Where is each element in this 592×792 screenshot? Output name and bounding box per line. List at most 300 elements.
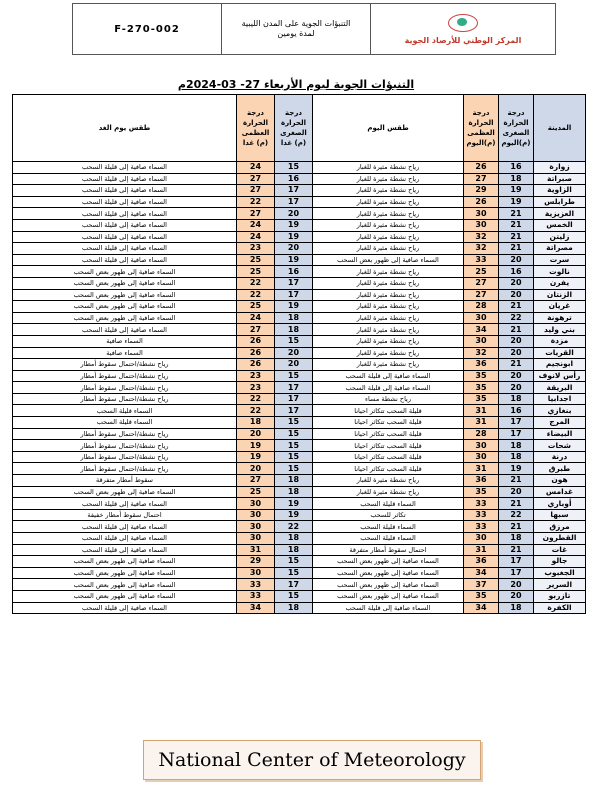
- city-cell: غدامس: [534, 486, 586, 498]
- table-row: [13, 312, 586, 324]
- city-cell: زوارة: [534, 162, 586, 174]
- weather-tomorrow-cell: السماء صافية: [13, 335, 237, 347]
- min-temp-tomorrow-cell: 15: [275, 162, 313, 174]
- min-temp-today-cell: 18: [499, 173, 534, 185]
- table-row: [13, 533, 586, 545]
- weather-tomorrow-cell: السماء صافية إلى قليلة السحب: [13, 254, 237, 266]
- min-temp-today-cell: 21: [499, 521, 534, 533]
- max-temp-tomorrow-cell: 26: [237, 359, 275, 371]
- weather-tomorrow-cell: السماء صافية إلى قليلة السحب: [13, 196, 237, 208]
- city-cell: درنة: [534, 451, 586, 463]
- city-cell: المرج: [534, 417, 586, 429]
- min-temp-tomorrow-cell: 18: [275, 602, 313, 614]
- min-temp-tomorrow-cell: 16: [275, 266, 313, 278]
- max-temp-tomorrow-cell: 24: [237, 231, 275, 243]
- city-cell: بني وليد: [534, 324, 586, 336]
- weather-today-cell: السماء صافية إلى ظهور بعض السحب: [313, 254, 464, 266]
- form-code: F-270-002: [73, 4, 222, 54]
- min-temp-tomorrow-cell: 15: [275, 556, 313, 568]
- city-cell: صبراتة: [534, 173, 586, 185]
- max-temp-today-cell: 27: [464, 277, 499, 289]
- max-temp-today-cell: 32: [464, 347, 499, 359]
- weather-tomorrow-cell: السماء صافية إلى قليلة السحب: [13, 602, 237, 614]
- weather-today-cell: احتمال سقوط أمطار متفرقة: [313, 544, 464, 556]
- city-cell: أوباري: [534, 498, 586, 510]
- min-temp-tomorrow-cell: 18: [275, 533, 313, 545]
- max-temp-today-cell: 33: [464, 521, 499, 533]
- col-header-min-today: درجة الحرارة الصغرى (م)اليوم: [499, 95, 534, 162]
- city-cell: طرابلس: [534, 196, 586, 208]
- max-temp-today-cell: 30: [464, 533, 499, 545]
- weather-tomorrow-cell: السماء صافية إلى ظهور بعض السحب: [13, 277, 237, 289]
- min-temp-tomorrow-cell: 15: [275, 335, 313, 347]
- max-temp-tomorrow-cell: 23: [237, 243, 275, 255]
- max-temp-today-cell: 31: [464, 417, 499, 429]
- table-row: [13, 173, 586, 185]
- table-row: [13, 359, 586, 371]
- city-cell: رأس لانوف: [534, 370, 586, 382]
- min-temp-tomorrow-cell: 17: [275, 405, 313, 417]
- max-temp-tomorrow-cell: 25: [237, 266, 275, 278]
- max-temp-today-cell: 27: [464, 173, 499, 185]
- city-cell: يفرن: [534, 277, 586, 289]
- city-cell: ترهونة: [534, 312, 586, 324]
- weather-tomorrow-cell: السماء قليلة السحب: [13, 405, 237, 417]
- weather-today-cell: رياح نشطة مثيرة للغبار: [313, 277, 464, 289]
- city-cell: الجغبوب: [534, 567, 586, 579]
- weather-tomorrow-cell: السماء صافية إلى ظهور بعض السحب: [13, 579, 237, 591]
- table-row: [13, 324, 586, 336]
- max-temp-today-cell: 28: [464, 428, 499, 440]
- max-temp-tomorrow-cell: 23: [237, 370, 275, 382]
- city-cell: مصراتة: [534, 243, 586, 255]
- min-temp-today-cell: 19: [499, 463, 534, 475]
- weather-tomorrow-cell: رياح نشطة/احتمال سقوط أمطار: [13, 359, 237, 371]
- min-temp-today-cell: 20: [499, 382, 534, 394]
- min-temp-tomorrow-cell: 20: [275, 243, 313, 255]
- weather-tomorrow-cell: سقوط أمطار متفرقة: [13, 475, 237, 487]
- city-cell: نالوت: [534, 266, 586, 278]
- city-cell: سبها: [534, 509, 586, 521]
- min-temp-today-cell: 21: [499, 219, 534, 231]
- min-temp-today-cell: 22: [499, 312, 534, 324]
- table-row: [13, 451, 586, 463]
- weather-today-cell: رياح نشطة مساء: [313, 393, 464, 405]
- weather-today-cell: السماء قليلة السحب: [313, 533, 464, 545]
- weather-tomorrow-cell: السماء صافية إلى قليلة السحب: [13, 498, 237, 510]
- table-row: [13, 428, 586, 440]
- max-temp-tomorrow-cell: 18: [237, 417, 275, 429]
- weather-today-cell: السماء صافية إلى ظهور بعض السحب: [313, 556, 464, 568]
- city-cell: غريان: [534, 301, 586, 313]
- table-row: [13, 590, 586, 602]
- min-temp-tomorrow-cell: 19: [275, 254, 313, 266]
- weather-today-cell: رياح نشطة مثيرة للغبار: [313, 486, 464, 498]
- min-temp-today-cell: 17: [499, 556, 534, 568]
- weather-today-cell: السماء صافية إلى قليلة السحب: [313, 382, 464, 394]
- table-row: [13, 370, 586, 382]
- weather-tomorrow-cell: السماء صافية إلى ظهور بعض السحب: [13, 486, 237, 498]
- weather-today-cell: رياح نشطة مثيرة للغبار: [313, 243, 464, 255]
- forecast-table: [12, 94, 586, 614]
- table-row: [13, 208, 586, 220]
- weather-today-cell: رياح نشطة مثيرة للغبار: [313, 185, 464, 197]
- city-cell: البيضاء: [534, 428, 586, 440]
- min-temp-tomorrow-cell: 15: [275, 440, 313, 452]
- max-temp-tomorrow-cell: 27: [237, 185, 275, 197]
- max-temp-today-cell: 31: [464, 405, 499, 417]
- min-temp-today-cell: 20: [499, 486, 534, 498]
- max-temp-today-cell: 33: [464, 498, 499, 510]
- weather-tomorrow-cell: السماء صافية إلى ظهور بعض السحب: [13, 289, 237, 301]
- city-cell: الزنتان: [534, 289, 586, 301]
- weather-tomorrow-cell: السماء صافية إلى قليلة السحب: [13, 208, 237, 220]
- max-temp-today-cell: 35: [464, 370, 499, 382]
- page-title: التنبؤات الجوية ليوم الأربعاء 27- 03-2024م: [177, 78, 415, 91]
- max-temp-tomorrow-cell: 19: [237, 440, 275, 452]
- max-temp-today-cell: 34: [464, 567, 499, 579]
- weather-tomorrow-cell: السماء صافية إلى ظهور بعض السحب: [13, 266, 237, 278]
- min-temp-tomorrow-cell: 18: [275, 544, 313, 556]
- min-temp-tomorrow-cell: 17: [275, 393, 313, 405]
- weather-today-cell: السماء صافية إلى ظهور بعض السحب: [313, 590, 464, 602]
- table-row: [13, 509, 586, 521]
- city-cell: تازربو: [534, 590, 586, 602]
- table-row: [13, 231, 586, 243]
- min-temp-tomorrow-cell: 18: [275, 486, 313, 498]
- city-cell: السرير: [534, 579, 586, 591]
- table-row: [13, 475, 586, 487]
- table-row: [13, 393, 586, 405]
- organization-block: [371, 4, 555, 54]
- min-temp-tomorrow-cell: 15: [275, 463, 313, 475]
- weather-tomorrow-cell: السماء صافية إلى قليلة السحب: [13, 243, 237, 255]
- min-temp-tomorrow-cell: 15: [275, 428, 313, 440]
- weather-tomorrow-cell: رياح نشطة/احتمال سقوط أمطار: [13, 451, 237, 463]
- max-temp-today-cell: 25: [464, 266, 499, 278]
- max-temp-today-cell: 32: [464, 243, 499, 255]
- weather-today-cell: رياح نشطة مثيرة للغبار: [313, 347, 464, 359]
- min-temp-today-cell: 20: [499, 254, 534, 266]
- col-header-max-tomorrow: درجة الحرارة العظمى (م) غدا: [237, 95, 275, 162]
- city-cell: الخمس: [534, 219, 586, 231]
- min-temp-today-cell: 19: [499, 196, 534, 208]
- table-row: [13, 347, 586, 359]
- max-temp-tomorrow-cell: 24: [237, 162, 275, 174]
- min-temp-today-cell: 20: [499, 590, 534, 602]
- table-row: [13, 556, 586, 568]
- min-temp-tomorrow-cell: 17: [275, 289, 313, 301]
- weather-today-cell: السماء صافية إلى قليلة السحب: [313, 602, 464, 614]
- city-cell: القريات: [534, 347, 586, 359]
- weather-tomorrow-cell: رياح نشطة/احتمال سقوط أمطار: [13, 428, 237, 440]
- weather-tomorrow-cell: رياح نشطة/احتمال سقوط أمطار: [13, 440, 237, 452]
- max-temp-tomorrow-cell: 30: [237, 567, 275, 579]
- max-temp-today-cell: 27: [464, 289, 499, 301]
- max-temp-today-cell: 35: [464, 486, 499, 498]
- max-temp-today-cell: 26: [464, 196, 499, 208]
- max-temp-tomorrow-cell: 33: [237, 590, 275, 602]
- min-temp-tomorrow-cell: 17: [275, 382, 313, 394]
- max-temp-today-cell: 26: [464, 162, 499, 174]
- city-cell: طبرق: [534, 463, 586, 475]
- min-temp-tomorrow-cell: 15: [275, 417, 313, 429]
- weather-today-cell: قليلة السحب تتكاثر احيانا: [313, 405, 464, 417]
- min-temp-today-cell: 21: [499, 475, 534, 487]
- weather-tomorrow-cell: السماء صافية إلى قليلة السحب: [13, 533, 237, 545]
- weather-tomorrow-cell: السماء صافية إلى قليلة السحب: [13, 521, 237, 533]
- weather-today-cell: رياح نشطة مثيرة للغبار: [313, 162, 464, 174]
- city-cell: زليتن: [534, 231, 586, 243]
- weather-tomorrow-cell: رياح نشطة/احتمال سقوط أمطار: [13, 393, 237, 405]
- table-row: [13, 162, 586, 174]
- max-temp-tomorrow-cell: 30: [237, 509, 275, 521]
- min-temp-today-cell: 21: [499, 498, 534, 510]
- weather-today-cell: قليلة السحب تتكاثر احيانا: [313, 440, 464, 452]
- document-header: [72, 3, 556, 55]
- city-cell: بنغازي: [534, 405, 586, 417]
- max-temp-tomorrow-cell: 22: [237, 196, 275, 208]
- max-temp-today-cell: 32: [464, 231, 499, 243]
- weather-tomorrow-cell: السماء صافية إلى قليلة السحب: [13, 231, 237, 243]
- weather-today-cell: السماء صافية إلى ظهور بعض السحب: [313, 579, 464, 591]
- weather-tomorrow-cell: السماء صافية إلى قليلة السحب: [13, 173, 237, 185]
- table-row: [13, 289, 586, 301]
- min-temp-tomorrow-cell: 19: [275, 301, 313, 313]
- min-temp-today-cell: 16: [499, 405, 534, 417]
- min-temp-today-cell: 17: [499, 567, 534, 579]
- weather-tomorrow-cell: السماء صافية إلى قليلة السحب: [13, 219, 237, 231]
- table-row: [13, 602, 586, 614]
- table-row: [13, 417, 586, 429]
- weather-tomorrow-cell: احتمال سقوط أمطار خفيفة: [13, 509, 237, 521]
- city-cell: العزيزية: [534, 208, 586, 220]
- min-temp-today-cell: 18: [499, 533, 534, 545]
- table-row: [13, 498, 586, 510]
- max-temp-today-cell: 30: [464, 451, 499, 463]
- max-temp-tomorrow-cell: 22: [237, 289, 275, 301]
- min-temp-tomorrow-cell: 18: [275, 324, 313, 336]
- weather-tomorrow-cell: رياح نشطة/احتمال سقوط أمطار: [13, 382, 237, 394]
- min-temp-today-cell: 16: [499, 162, 534, 174]
- max-temp-tomorrow-cell: 25: [237, 301, 275, 313]
- weather-today-cell: تكاثر للسحب: [313, 509, 464, 521]
- max-temp-today-cell: 30: [464, 219, 499, 231]
- min-temp-tomorrow-cell: 19: [275, 509, 313, 521]
- min-temp-today-cell: 22: [499, 509, 534, 521]
- table-row: [13, 463, 586, 475]
- min-temp-tomorrow-cell: 19: [275, 498, 313, 510]
- max-temp-today-cell: 34: [464, 324, 499, 336]
- table-row: [13, 219, 586, 231]
- max-temp-tomorrow-cell: 25: [237, 254, 275, 266]
- max-temp-tomorrow-cell: 20: [237, 463, 275, 475]
- min-temp-today-cell: 21: [499, 544, 534, 556]
- city-cell: القطرون: [534, 533, 586, 545]
- min-temp-today-cell: 21: [499, 359, 534, 371]
- min-temp-tomorrow-cell: 15: [275, 370, 313, 382]
- weather-tomorrow-cell: السماء صافية إلى ظهور بعض السحب: [13, 556, 237, 568]
- min-temp-today-cell: 20: [499, 579, 534, 591]
- table-row: [13, 185, 586, 197]
- min-temp-tomorrow-cell: 18: [275, 312, 313, 324]
- weather-tomorrow-cell: السماء صافية إلى ظهور بعض السحب: [13, 301, 237, 313]
- table-row: [13, 405, 586, 417]
- table-row: [13, 243, 586, 255]
- max-temp-today-cell: 36: [464, 556, 499, 568]
- min-temp-tomorrow-cell: 17: [275, 277, 313, 289]
- city-cell: الكفرة: [534, 602, 586, 614]
- min-temp-today-cell: 20: [499, 277, 534, 289]
- min-temp-today-cell: 18: [499, 440, 534, 452]
- max-temp-today-cell: 31: [464, 544, 499, 556]
- city-cell: مرزق: [534, 521, 586, 533]
- weather-tomorrow-cell: السماء قليلة السحب: [13, 417, 237, 429]
- min-temp-tomorrow-cell: 15: [275, 590, 313, 602]
- min-temp-tomorrow-cell: 19: [275, 231, 313, 243]
- weather-tomorrow-cell: السماء صافية إلى قليلة السحب: [13, 544, 237, 556]
- weather-today-cell: قليلة السحب تتكاثر احيانا: [313, 417, 464, 429]
- table-row: [13, 567, 586, 579]
- min-temp-today-cell: 18: [499, 451, 534, 463]
- table-row: [13, 301, 586, 313]
- min-temp-today-cell: 21: [499, 243, 534, 255]
- max-temp-tomorrow-cell: 31: [237, 544, 275, 556]
- max-temp-tomorrow-cell: 20: [237, 428, 275, 440]
- col-header-min-tomorrow: درجة الحرارة الصغرى (م) غدا: [275, 95, 313, 162]
- max-temp-today-cell: 30: [464, 208, 499, 220]
- weather-today-cell: رياح نشطة مثيرة للغبار: [313, 219, 464, 231]
- weather-today-cell: رياح نشطة مثيرة للغبار: [313, 312, 464, 324]
- weather-today-cell: رياح نشطة مثيرة للغبار: [313, 196, 464, 208]
- city-cell: شحات: [534, 440, 586, 452]
- table-row: [13, 382, 586, 394]
- max-temp-tomorrow-cell: 30: [237, 533, 275, 545]
- ncm-logo-icon: [448, 14, 478, 32]
- max-temp-tomorrow-cell: 19: [237, 451, 275, 463]
- city-cell: اجدابيا: [534, 393, 586, 405]
- min-temp-today-cell: 21: [499, 324, 534, 336]
- weather-today-cell: رياح نشطة مثيرة للغبار: [313, 301, 464, 313]
- max-temp-tomorrow-cell: 33: [237, 579, 275, 591]
- table-row: [13, 521, 586, 533]
- weather-today-cell: رياح نشطة مثيرة للغبار: [313, 231, 464, 243]
- weather-today-cell: قليلة السحب تتكاثر احيانا: [313, 451, 464, 463]
- min-temp-today-cell: 18: [499, 602, 534, 614]
- min-temp-today-cell: 20: [499, 370, 534, 382]
- max-temp-today-cell: 30: [464, 440, 499, 452]
- min-temp-tomorrow-cell: 15: [275, 451, 313, 463]
- min-temp-today-cell: 17: [499, 417, 534, 429]
- max-temp-tomorrow-cell: 30: [237, 498, 275, 510]
- max-temp-tomorrow-cell: 27: [237, 324, 275, 336]
- header-title-line2: لمدة يومين: [277, 29, 315, 38]
- table-row: [13, 486, 586, 498]
- weather-today-cell: رياح نشطة مثيرة للغبار: [313, 335, 464, 347]
- weather-tomorrow-cell: السماء صافية إلى قليلة السحب: [13, 162, 237, 174]
- max-temp-today-cell: 29: [464, 185, 499, 197]
- weather-today-cell: السماء قليلة السحب: [313, 521, 464, 533]
- max-temp-today-cell: 35: [464, 393, 499, 405]
- weather-today-cell: رياح نشطة مثيرة للغبار: [313, 173, 464, 185]
- min-temp-tomorrow-cell: 17: [275, 579, 313, 591]
- weather-today-cell: رياح نشطة مثيرة للغبار: [313, 359, 464, 371]
- table-row: [13, 544, 586, 556]
- table-header-row: [13, 95, 586, 162]
- weather-today-cell: السماء قليلة السحب: [313, 498, 464, 510]
- organization-name: المركز الوطني للأرصاد الجوية: [404, 35, 522, 45]
- min-temp-today-cell: 20: [499, 347, 534, 359]
- min-temp-tomorrow-cell: 15: [275, 567, 313, 579]
- max-temp-tomorrow-cell: 24: [237, 312, 275, 324]
- max-temp-tomorrow-cell: 25: [237, 486, 275, 498]
- min-temp-today-cell: 21: [499, 208, 534, 220]
- weather-today-cell: رياح نشطة مثيرة للغبار: [313, 324, 464, 336]
- min-temp-tomorrow-cell: 18: [275, 475, 313, 487]
- weather-today-cell: قليلة السحب تتكاثر احيانا: [313, 428, 464, 440]
- table-row: [13, 196, 586, 208]
- max-temp-tomorrow-cell: 24: [237, 219, 275, 231]
- max-temp-tomorrow-cell: 22: [237, 277, 275, 289]
- city-cell: الزاوية: [534, 185, 586, 197]
- min-temp-today-cell: 20: [499, 289, 534, 301]
- min-temp-tomorrow-cell: 20: [275, 208, 313, 220]
- weather-today-cell: رياح نشطة مثيرة للغبار: [313, 289, 464, 301]
- max-temp-today-cell: 30: [464, 335, 499, 347]
- max-temp-today-cell: 30: [464, 312, 499, 324]
- city-cell: مزدة: [534, 335, 586, 347]
- min-temp-today-cell: 21: [499, 301, 534, 313]
- min-temp-tomorrow-cell: 22: [275, 521, 313, 533]
- weather-tomorrow-cell: السماء صافية إلى ظهور بعض السحب: [13, 567, 237, 579]
- max-temp-today-cell: 28: [464, 301, 499, 313]
- max-temp-tomorrow-cell: 22: [237, 405, 275, 417]
- min-temp-today-cell: 19: [499, 185, 534, 197]
- max-temp-today-cell: 34: [464, 602, 499, 614]
- table-row: [13, 440, 586, 452]
- max-temp-today-cell: 33: [464, 509, 499, 521]
- table-row: [13, 335, 586, 347]
- weather-tomorrow-cell: رياح نشطة/احتمال سقوط أمطار: [13, 370, 237, 382]
- table-row: [13, 277, 586, 289]
- min-temp-today-cell: 18: [499, 393, 534, 405]
- table-row: [13, 579, 586, 591]
- weather-tomorrow-cell: السماء صافية إلى ظهور بعض السحب: [13, 312, 237, 324]
- min-temp-tomorrow-cell: 17: [275, 185, 313, 197]
- max-temp-tomorrow-cell: 27: [237, 173, 275, 185]
- weather-today-cell: رياح نشطة مثيرة للغبار: [313, 475, 464, 487]
- min-temp-today-cell: 21: [499, 231, 534, 243]
- max-temp-today-cell: 33: [464, 254, 499, 266]
- max-temp-today-cell: 35: [464, 590, 499, 602]
- table-row: [13, 266, 586, 278]
- max-temp-tomorrow-cell: 27: [237, 208, 275, 220]
- max-temp-tomorrow-cell: 29: [237, 556, 275, 568]
- city-cell: غات: [534, 544, 586, 556]
- col-header-max-today: درجة الحرارة العظمى (م)اليوم: [464, 95, 499, 162]
- min-temp-today-cell: 20: [499, 335, 534, 347]
- min-temp-tomorrow-cell: 17: [275, 196, 313, 208]
- city-cell: سرت: [534, 254, 586, 266]
- weather-tomorrow-cell: السماء صافية إلى قليلة السحب: [13, 185, 237, 197]
- max-temp-today-cell: 36: [464, 359, 499, 371]
- col-header-city: المدينة: [534, 95, 586, 162]
- min-temp-tomorrow-cell: 20: [275, 347, 313, 359]
- weather-today-cell: قليلة السحب تتكاثر احيانا: [313, 463, 464, 475]
- city-cell: ابونجيم: [534, 359, 586, 371]
- max-temp-tomorrow-cell: 34: [237, 602, 275, 614]
- city-cell: البريقة: [534, 382, 586, 394]
